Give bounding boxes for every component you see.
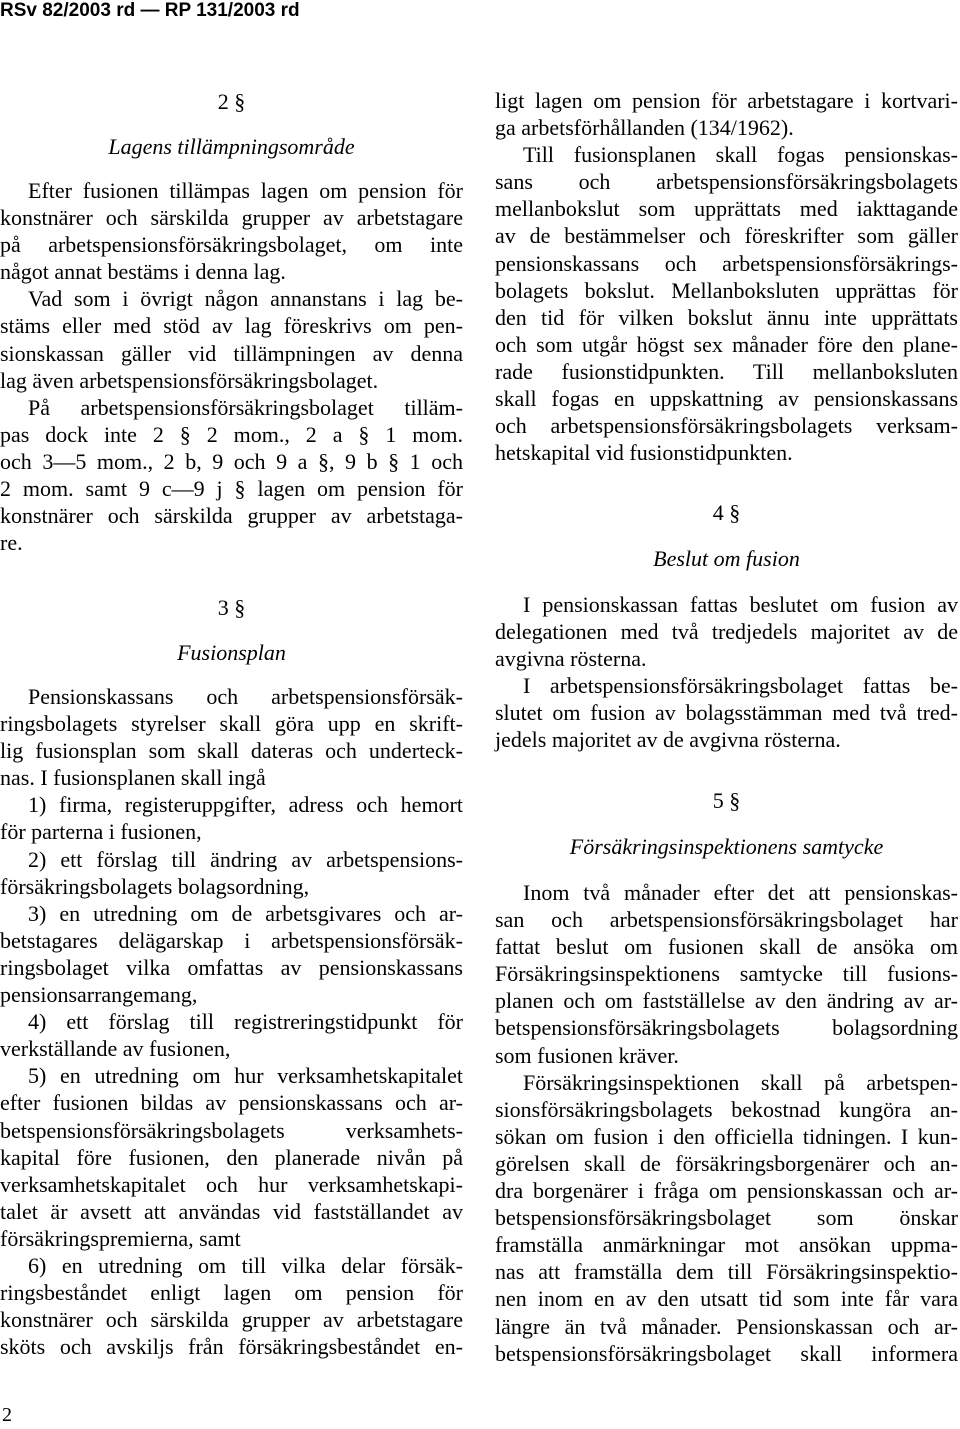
text-line: bolagets bokslut. Mellanboksluten upprättas för [495,277,958,303]
paragraph [495,591,958,672]
body-text [495,591,958,754]
text-line: nas. I fusionsplanen skall ingå [0,765,266,791]
text-line: längre än två månader. Pensionskassan och ar- [495,1313,958,1339]
text-line: På arbetspensionsförsäkringsbolaget tilläm- [28,394,463,420]
text-line: något annat bestäms i denna lag. [0,259,286,285]
text-line: konstnärer och särskilda grupper av arbetstagare [0,1307,463,1333]
text-line: rade fusionstidpunkten. Till mellanboksluten [495,358,958,384]
text-line: pas dock inte 2 § 2 mom., 2 a § 1 mom. [0,421,463,447]
paragraph [495,1069,958,1367]
text-line: 1) firma, registeruppgifter, adress och hemort [28,792,463,818]
text-line: 6) en utredning om till vilka delar försäk- [28,1252,463,1278]
section-number: 3 § [217,595,246,620]
text-line: efter fusionen bildas av pensionskassans och ar- [0,1090,463,1116]
page-number: 2 [2,1404,12,1426]
text-line: stäms eller med stöd av lag föreskrivs om pen- [0,313,463,339]
text-line: jedels majoritet av de avgivna rösterna. [495,727,841,753]
paragraph [0,285,463,393]
body-text [495,879,958,1367]
paragraph [495,879,958,1069]
text-line: lag även arbetspensionsförsäkringsbolaget. [0,367,379,393]
text-line: och arbetspensionsförsäkringsbolagets verksam- [495,413,958,439]
text-line: för parterna i fusionen, [0,819,202,845]
text-line: 2) ett förslag till ändring av arbetspensions- [28,846,463,872]
text-line: skall fogas en uppskattning av pensionskassans [495,386,958,412]
text-line: konstnärer och särskilda grupper av arbetstagare [0,205,463,231]
text-line: görelsen skall de försäkringsborgenärer och an- [495,1150,958,1176]
text-line: planen och om fastställelse av den ändring av ar- [495,988,958,1014]
text-line: nen inom en av den utsatt tid som inte får vara [495,1286,958,1312]
paragraph [0,394,463,557]
section-title: Försäkringsinspektionens samtycke [569,834,884,859]
section-number: 4 § [712,500,741,525]
text-line: pensionskassans och arbetspensionsförsäkrings- [495,250,958,276]
paragraph [495,141,958,466]
text-line: sökan om fusion i den officiella tidningen. I kun- [495,1123,958,1149]
text-line: slutet om fusion av bolagsstämman med två tred- [495,700,958,726]
text-line: kapital före fusionen, den planerade nivån på [0,1144,463,1170]
text-line: sionskassan gäller vid tillämpningen av denna [0,340,463,366]
text-line: nas att framställa dem till Försäkringsinspektio- [495,1259,958,1285]
text-line: re. [0,530,23,556]
text-line: ligt lagen om pension för arbetstagare i kortvari- [495,88,958,113]
text-line: hetskapital vid fusionstidpunkten. [495,440,793,466]
text-line: betspensionsförsäkringsbolagets verksamhets- [0,1117,463,1143]
text-line: Inom två månader efter det att pensionskas- [523,880,958,905]
right-column [495,0,958,1429]
text-line: betspensionsförsäkringsbolagets bolagsordning [495,1015,958,1041]
text-line: Pensionskassans och arbetspensionsförsäk- [28,684,463,709]
paragraph [0,177,463,285]
text-line: Vad som i övrigt någon annanstans i lag be- [28,286,463,312]
text-line: I arbetspensionsförsäkringsbolaget fattas be- [523,673,958,699]
text-line: Försäkringsinspektionen skall på arbetspen- [523,1069,958,1095]
text-line: avgivna rösterna. [495,646,647,672]
text-line: dra borgenärer i fråga om pensionskassan och ar- [495,1178,958,1204]
text-line: och som utgår högst sex månader före den plane- [495,331,958,357]
section-title: Lagens tillämpningsområde [108,134,355,159]
body-text [495,87,958,466]
paragraph [495,87,958,141]
section-number: 2 § [217,89,246,114]
paragraph [0,791,463,845]
text-line: verksamhetskapitalet och hur verksamhetskapi- [0,1171,463,1197]
text-line: Försäkringsinspektionens samtycke till fusions- [495,961,958,987]
section-number: 5 § [712,788,741,813]
paragraph [0,683,463,791]
text-line: den tid för vilken bokslut ännu inte upprättats [495,304,958,330]
text-line: försäkringspremierna, samt [0,1225,241,1251]
paragraph [0,1008,463,1062]
text-line: ga arbetsförhållanden (134/1962). [495,115,794,141]
text-line: på arbetspensionsförsäkringsbolaget, om inte [0,232,463,258]
text-line: ringsbolaget vilka omfattas av pensionskassans [0,954,463,980]
body-text [0,177,463,556]
paragraph [0,846,463,900]
paragraph [0,1062,463,1252]
text-line: framställa anmärkningar mot ansökan uppma- [495,1232,958,1258]
text-line: sionsförsäkringsbolagets bekostnad kungöra an- [495,1096,958,1122]
paragraph [0,1252,463,1360]
text-line: mellanbokslut som upprättats med iakttagande [495,196,958,222]
running-header: RSv 82/2003 rd — RP 131/2003 rd [0,0,300,21]
text-line: Till fusionsplanen skall fogas pensionskas- [523,142,958,168]
text-line: san och arbetspensionsförsäkringsbolaget har [495,907,958,933]
text-line: pensionsarrangemang, [0,982,198,1008]
text-line: försäkringsbolagets bolagsordning, [0,873,310,899]
text-line: 4) ett förslag till registreringstidpunkt för [28,1009,463,1035]
text-line: Efter fusionen tillämpas lagen om pension för [28,178,463,203]
text-line: lig fusionsplan som skall dateras och underteck- [0,738,463,764]
text-line: sköts och avskiljs från försäkringsbeståndet en- [0,1334,463,1360]
text-line: ringsbeståndet enligt lagen om pension för [0,1280,463,1306]
text-line: I pensionskassan fattas beslutet om fusion av [523,592,958,617]
text-line: talet är avsett att användas vid fastställandet av [0,1198,463,1224]
text-line: konstnärer och särskilda grupper av arbetstaga- [0,503,463,529]
text-line: verkställande av fusionen, [0,1036,231,1062]
text-line: 2 mom. samt 9 c—9 j § lagen om pension för [0,476,463,502]
text-line: 3) en utredning om de arbetsgivares och ar- [28,900,463,926]
text-line: betspensionsförsäkringsbolaget som önskar [495,1205,958,1231]
left-column [0,0,463,1429]
text-line: av de bestämmelser och föreskrifter som gäller [495,223,958,249]
text-line: 5) en utredning om hur verksamhetskapitalet [28,1063,463,1089]
body-text [0,683,463,1360]
text-line: som fusionen kräver. [495,1042,679,1068]
text-line: sans och arbetspensionsförsäkringsbolagets [495,169,958,195]
paragraph [0,900,463,1008]
text-line: ringsbolagets styrelser skall göra upp en skrift- [0,711,463,737]
text-line: delegationen med två tredjedels majoritet av de [495,619,958,645]
section-title: Beslut om fusion [653,546,800,571]
text-line: fattat beslut om fusionen skall de ansöka om [495,934,958,960]
text-line: betstagares delägarskap i arbetspensionsförsäk- [0,927,463,953]
text-line: och 3—5 mom., 2 b, 9 och 9 a §, 9 b § 1 och [0,448,463,474]
paragraph [495,672,958,753]
text-line: betspensionsförsäkringsbolaget skall informera [495,1340,958,1366]
section-title: Fusionsplan [177,640,286,665]
